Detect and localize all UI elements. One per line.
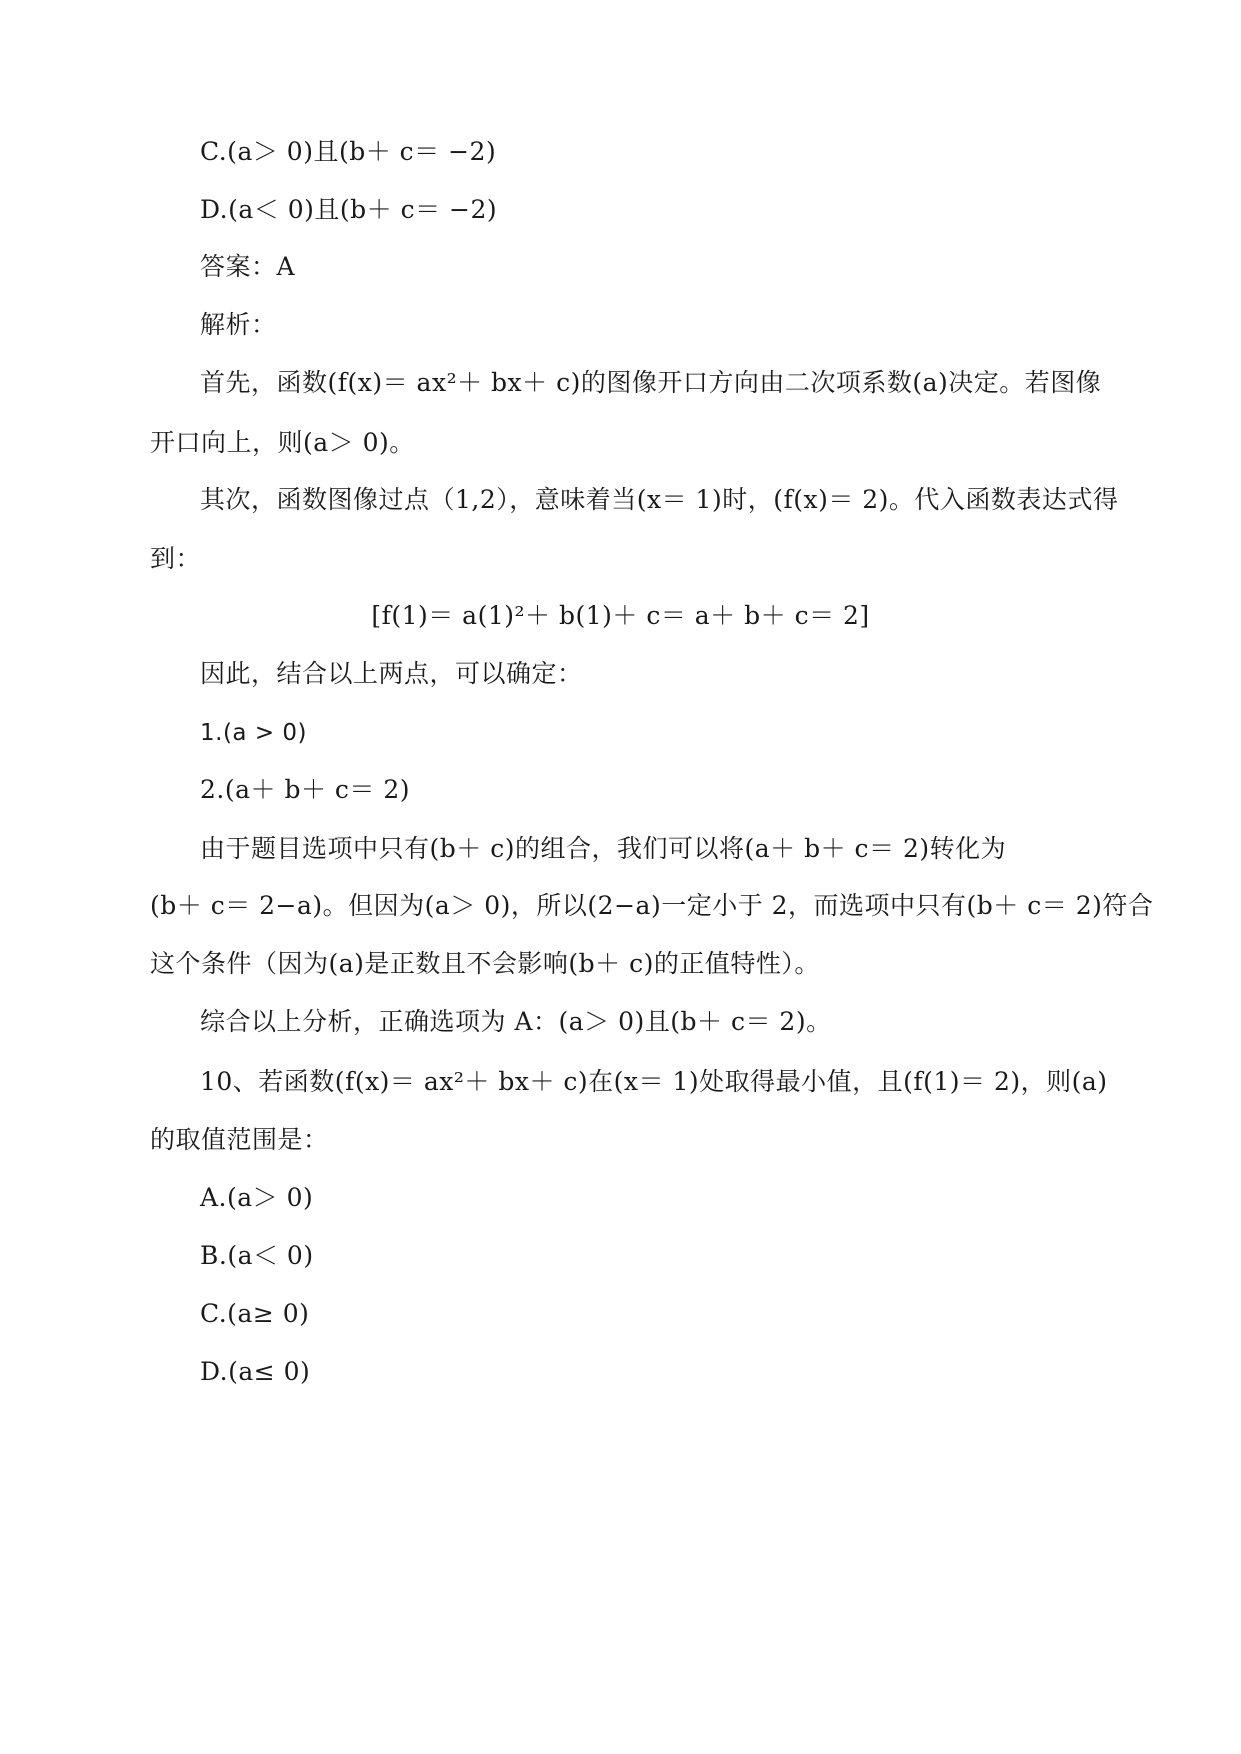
answer-label: 答案：A xyxy=(200,252,296,281)
analysis-paragraph-2-line-1: 其次，函数图像过点（1,2），意味着当(x＝ 1)时，(f(x)＝ 2)。代入函数表达式得 xyxy=(200,485,1119,514)
option-a: A.(a＞ 0) xyxy=(200,1183,314,1212)
option-d-previous: D.(a＜ 0)且(b＋ c＝ −2) xyxy=(200,195,498,224)
condition-1: 1.(a > 0) xyxy=(200,720,308,746)
option-d: D.(a≤ 0) xyxy=(200,1357,311,1386)
option-c: C.(a≥ 0) xyxy=(200,1299,310,1328)
option-b: B.(a＜ 0) xyxy=(200,1241,314,1270)
analysis-paragraph-2-line-2: 到： xyxy=(150,544,202,573)
question-10-line-1: 10、若函数(f(x)＝ ax²＋ bx＋ c)在(x＝ 1)处取得最小值，且(f(1)＝ 2)，则(a) xyxy=(200,1067,1108,1096)
analysis-paragraph-3-line-2: (b＋ c＝ 2−a)。但因为(a＞ 0)，所以(2−a)一定小于 2，而选项中只有(b＋ c＝ 2)符合 xyxy=(150,891,1154,920)
final-conclusion: 综合以上分析，正确选项为 A：(a＞ 0)且(b＋ c＝ 2)。 xyxy=(200,1007,832,1036)
conclusion-intro: 因此，结合以上两点，可以确定： xyxy=(200,659,583,688)
condition-2: 2.(a＋ b＋ c＝ 2) xyxy=(200,775,411,804)
option-c-previous: C.(a＞ 0)且(b＋ c＝ −2) xyxy=(200,137,497,166)
analysis-paragraph-1-line-1: 首先，函数(f(x)＝ ax²＋ bx＋ c)的图像开口方向由二次项系数(a)决定。若图像 xyxy=(200,368,1102,397)
analysis-paragraph-3-line-1: 由于题目选项中只有(b＋ c)的组合，我们可以将(a＋ b＋ c＝ 2)转化为 xyxy=(200,834,1007,863)
equation-display: [f(1)＝ a(1)²＋ b(1)＋ c＝ a＋ b＋ c＝ 2] xyxy=(371,601,870,630)
analysis-paragraph-1-line-2: 开口向上，则(a＞ 0)。 xyxy=(150,428,415,457)
question-10-line-2: 的取值范围是： xyxy=(150,1125,329,1154)
analysis-heading: 解析： xyxy=(200,310,277,339)
analysis-paragraph-3-line-3: 这个条件（因为(a)是正数且不会影响(b＋ c)的正值特性）。 xyxy=(150,949,820,978)
